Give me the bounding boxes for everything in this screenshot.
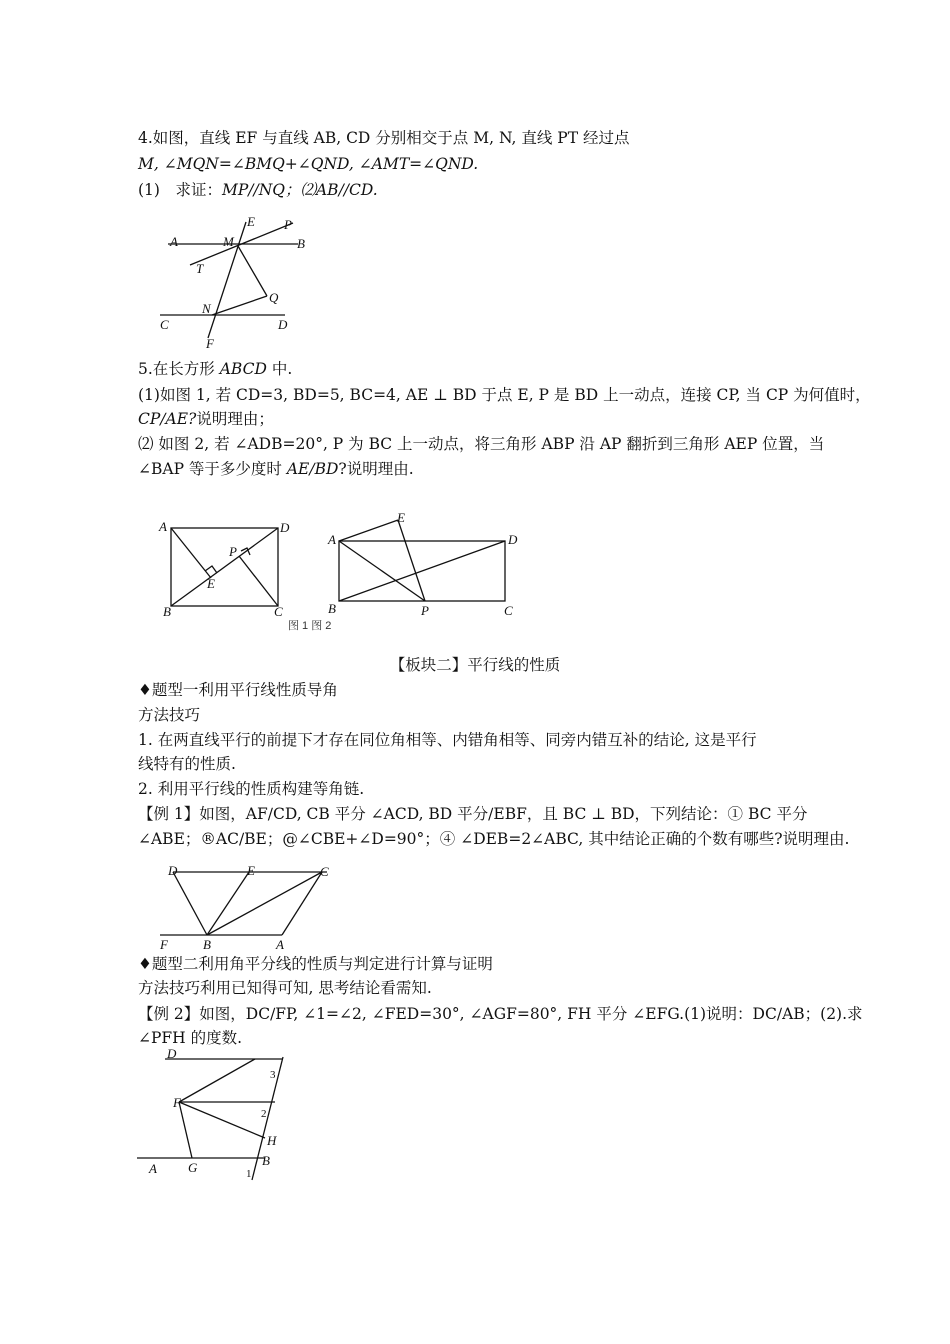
ex2-label-angle3: 3 <box>270 1069 276 1081</box>
segment-db <box>173 872 207 935</box>
segment-cp <box>239 556 278 606</box>
q5-text-line2: (1)如图 1, 若 CD=3, BD=5, BC=4, AE ⊥ BD 于点 E, P 是 BD 上一动点，连接 CP, 当 CP 为何值时， <box>138 386 871 404</box>
example2-line1: 【例 2】如图，DC∕FP, ∠1=∠2, ∠FED=30°, ∠AGF=80°, FH 平分 ∠EFG.(1)说明：DC∕AB；(2).求 <box>138 1005 863 1023</box>
label-c: C <box>160 317 169 332</box>
label-e: E <box>247 214 255 229</box>
label-a: A <box>170 234 178 249</box>
label-d: D <box>278 317 288 332</box>
fig1-label-p: P <box>229 544 237 559</box>
q4-text-line2: M, ∠MQN=∠BMQ+∠QND, ∠AMT=∠QND. <box>138 155 479 173</box>
ex2-label-b: B <box>262 1153 270 1168</box>
method-heading: 方法技巧 <box>138 706 201 724</box>
q5-line3-b: 说明理由； <box>196 410 274 428</box>
segment-mq <box>238 246 267 296</box>
method2-text: 方法技巧利用已知得可知, 思考结论看需知. <box>138 979 432 997</box>
q4-text-line1: 4.如图，直线 EF 与直线 AB, CD 分别相交于点 M, N, 直线 PT 经过点 <box>138 129 630 147</box>
fig2-label-d: D <box>508 532 518 547</box>
segment-fh <box>179 1102 265 1138</box>
ex1-label-b: B <box>203 937 211 952</box>
type2-heading: ♦题型二利用角平分线的性质与判定进行计算与证明 <box>138 955 493 973</box>
fig2-label-e: E <box>397 510 405 525</box>
label-f: F <box>206 336 214 351</box>
method-item1-b: 线特有的性质. <box>138 755 236 773</box>
label-p: P <box>284 217 292 232</box>
ex1-label-c: C <box>320 864 329 879</box>
figure-caption: 图 1 图 2 <box>288 620 332 632</box>
segment-ae-2 <box>339 520 398 541</box>
diagonal-bd <box>171 528 278 606</box>
fig2-label-p: P <box>421 603 429 618</box>
fig2-label-b: B <box>328 601 336 616</box>
label-n: N <box>202 301 211 316</box>
fig1-label-e: E <box>207 576 215 591</box>
q5-line1-c: 中. <box>266 360 293 378</box>
ex2-label-angle1: 1 <box>246 1168 252 1180</box>
q4-figure <box>150 210 320 355</box>
segment-cb <box>207 872 322 935</box>
q5-line1-b: ABCD <box>219 360 267 378</box>
example1-figure <box>155 860 335 955</box>
fig2-label-c: C <box>504 603 513 618</box>
type1-heading: ♦题型一利用平行线性质导角 <box>138 681 338 699</box>
q4-text-line3 <box>138 179 378 201</box>
fig1-label-c: C <box>274 604 283 619</box>
segment-ap <box>339 541 425 601</box>
ex1-label-f: F <box>160 937 168 952</box>
label-q: Q <box>269 290 279 305</box>
label-t: T <box>196 261 204 276</box>
segment-eb <box>207 872 249 935</box>
example2-figure <box>135 1045 305 1180</box>
section-title: 【板块二】平行线的性质 <box>389 656 561 674</box>
q5-line5-c: ?说明理由. <box>338 460 414 478</box>
example1-line2: ∠ABE；®AC∕BE；@∠CBE+∠D=90°；④ ∠DEB=2∠ABC, 其中结论正确的个数有哪些?说明理由. <box>138 830 850 848</box>
q5-line5-a: ∠BAP 等于多少度时 <box>138 460 287 478</box>
ex2-label-g: G <box>188 1160 198 1175</box>
label-m: M <box>223 234 234 249</box>
fig1-label-d: D <box>280 520 290 535</box>
q5-text-line4: ⑵ 如图 2, 若 ∠ADB=20°, P 为 BC 上一动点，将三角形 ABP 沿 AP 翻折到三角形 AEP 位置，当 <box>138 435 825 453</box>
q5-text-line1 <box>138 358 292 380</box>
q5-text-line5 <box>138 458 414 480</box>
fig1-label-b: B <box>163 604 171 619</box>
q5-line5-b: AE∕BD <box>286 460 339 478</box>
q5-text-line3 <box>138 408 274 430</box>
example2-line2: ∠PFH 的度数. <box>138 1029 243 1047</box>
segment-fg <box>179 1102 192 1158</box>
q5-figure-2 <box>325 512 525 622</box>
ex2-label-f: F <box>173 1095 181 1110</box>
ex1-label-d: D <box>168 863 178 878</box>
q4-line3-body: MP//NQ；⑵AB//CD. <box>221 181 378 199</box>
q5-figure-1 <box>155 518 295 623</box>
method-item1-a: 1. 在两直线平行的前提下才存在同位角相等、内错角相等、同旁内错互补的结论, 这是平行 <box>138 731 757 749</box>
ex2-label-h: H <box>267 1133 277 1148</box>
segment-ep <box>398 520 425 601</box>
method-item2: 2. 利用平行线的性质构建等角链. <box>138 780 365 798</box>
ex1-label-a: A <box>276 937 284 952</box>
segment-ca <box>282 872 322 935</box>
ex2-label-angle2: 2 <box>261 1108 267 1120</box>
q5-line3-a: CP∕AE? <box>138 410 197 428</box>
fig2-label-a: A <box>328 532 336 547</box>
ex1-label-e: E <box>247 863 255 878</box>
fig1-label-a: A <box>159 519 167 534</box>
segment-fe <box>179 1059 255 1102</box>
label-b: B <box>297 236 305 251</box>
example1-line1: 【例 1】如图，AF∕CD, CB 平分 ∠ACD, BD 平分∕EBF，且 BC ⊥ BD，下列结论：① BC 平分 <box>138 805 808 823</box>
ex2-label-d: D <box>167 1046 177 1061</box>
q5-line1-a: 5.在长方形 <box>138 360 220 378</box>
q4-line3-prefix: (1) 求证： <box>138 181 222 199</box>
ex2-label-a: A <box>149 1161 157 1176</box>
